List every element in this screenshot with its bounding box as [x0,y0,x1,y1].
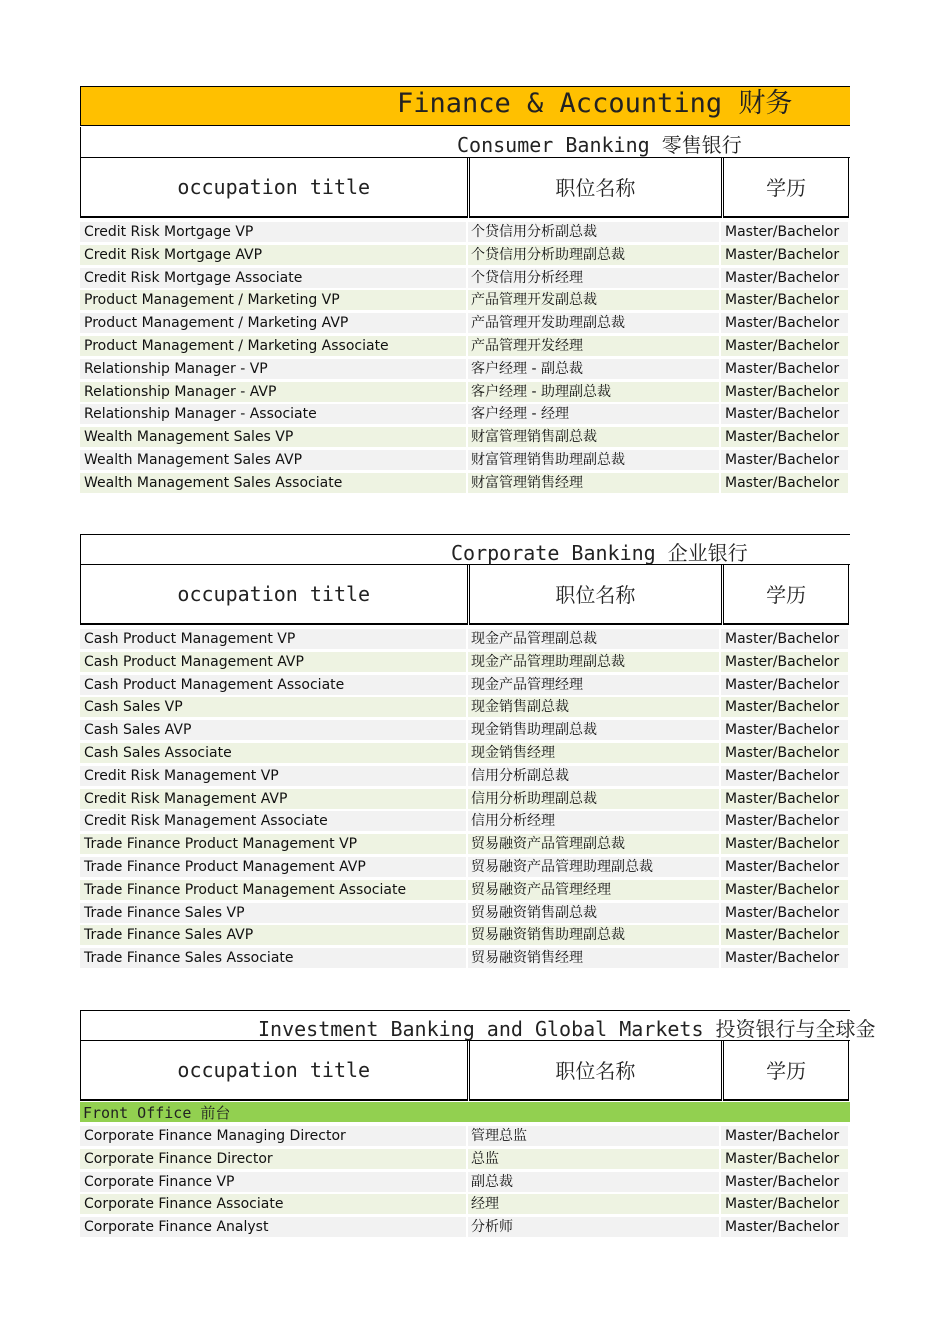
cell-occupation-title: Corporate Finance Director [80,1149,466,1169]
header-chinese-title: 职位名称 [469,157,723,218]
cell-occupation-title: Relationship Manager - AVP [80,382,466,402]
cell-occupation-title: Product Management / Marketing VP [80,290,466,310]
cell-chinese-title: 贸易融资产品管理助理副总裁 [468,857,719,877]
cell-occupation-title: Cash Product Management AVP [80,652,466,672]
table-row [80,1194,850,1216]
cell-chinese-title: 现金产品管理助理副总裁 [468,652,719,672]
cell-chinese-title: 信用分析副总裁 [468,766,719,786]
cell-chinese-title: 现金产品管理经理 [468,675,719,695]
cell-education: Master/Bachelor [721,1126,848,1146]
cell-chinese-title: 现金销售经理 [468,743,719,763]
cell-occupation-title: Credit Risk Mortgage AVP [80,245,466,265]
table-row [80,427,850,449]
cell-occupation-title: Trade Finance Product Management Associate [80,880,466,900]
table-row [80,1217,850,1239]
cell-education: Master/Bachelor [721,1172,848,1192]
cell-education: Master/Bachelor [721,675,848,695]
cell-occupation-title: Trade Finance Product Management VP [80,834,466,854]
section-title-bar [80,1010,876,1041]
cell-occupation-title: Credit Risk Management VP [80,766,466,786]
cell-chinese-title: 贸易融资产品管理经理 [468,880,719,900]
table-row [80,880,850,902]
cell-chinese-title: 现金销售助理副总裁 [468,720,719,740]
section-title: Investment Banking and Global Markets 投资银行与全球金 [258,1017,876,1041]
header-chinese-title: 职位名称 [469,1040,723,1101]
cell-chinese-title: 现金产品管理副总裁 [468,629,719,649]
cell-education: Master/Bachelor [721,1149,848,1169]
cell-occupation-title: Wealth Management Sales VP [80,427,466,447]
header-education: 学历 [723,1040,849,1101]
table-row [80,1172,850,1194]
table-row [80,789,850,811]
cell-education: Master/Bachelor [721,948,848,968]
cell-education: Master/Bachelor [721,222,848,242]
cell-education: Master/Bachelor [721,811,848,831]
cell-education: Master/Bachelor [721,382,848,402]
section-title-bar [80,127,850,158]
header-chinese-title: 职位名称 [469,564,723,625]
cell-occupation-title: Cash Product Management VP [80,629,466,649]
cell-education: Master/Bachelor [721,766,848,786]
cell-education: Master/Bachelor [721,450,848,470]
cell-education: Master/Bachelor [721,359,848,379]
table-row [80,359,850,381]
table-row [80,766,850,788]
cell-chinese-title: 分析师 [468,1217,719,1237]
group-header-bar [80,1102,850,1122]
cell-education: Master/Bachelor [721,789,848,809]
table-row [80,268,850,290]
cell-education: Master/Bachelor [721,473,848,493]
cell-chinese-title: 副总裁 [468,1172,719,1192]
table-row [80,652,850,674]
cell-occupation-title: Trade Finance Sales Associate [80,948,466,968]
table-row [80,290,850,312]
cell-occupation-title: Cash Sales AVP [80,720,466,740]
cell-chinese-title: 产品管理开发副总裁 [468,290,719,310]
cell-chinese-title: 贸易融资产品管理副总裁 [468,834,719,854]
cell-chinese-title: 贸易融资销售经理 [468,948,719,968]
cell-chinese-title: 产品管理开发经理 [468,336,719,356]
table-row [80,629,850,651]
cell-occupation-title: Cash Product Management Associate [80,675,466,695]
cell-chinese-title: 客户经理 - 助理副总裁 [468,382,719,402]
table-row [80,720,850,742]
table-row [80,473,850,495]
table-header [80,564,850,625]
cell-chinese-title: 财富管理销售助理副总裁 [468,450,719,470]
cell-education: Master/Bachelor [721,925,848,945]
cell-education: Master/Bachelor [721,404,848,424]
table-row [80,336,850,358]
table-header [80,157,850,218]
cell-education: Master/Bachelor [721,427,848,447]
cell-education: Master/Bachelor [721,880,848,900]
cell-occupation-title: Credit Risk Management Associate [80,811,466,831]
table-row [80,834,850,856]
cell-education: Master/Bachelor [721,720,848,740]
cell-education: Master/Bachelor [721,1217,848,1237]
cell-education: Master/Bachelor [721,290,848,310]
sheet-title: Finance & Accounting 财务 [397,88,793,119]
table-row [80,222,850,244]
cell-occupation-title: Credit Risk Management AVP [80,789,466,809]
cell-education: Master/Bachelor [721,697,848,717]
cell-occupation-title: Relationship Manager - Associate [80,404,466,424]
cell-occupation-title: Corporate Finance VP [80,1172,466,1192]
table-row [80,1149,850,1171]
header-occupation-title: occupation title [80,564,468,625]
cell-education: Master/Bachelor [721,268,848,288]
table-row [80,245,850,267]
table-row [80,743,850,765]
cell-occupation-title: Corporate Finance Analyst [80,1217,466,1237]
table-row [80,925,850,947]
header-occupation-title: occupation title [80,1040,468,1101]
table-row [80,857,850,879]
cell-chinese-title: 经理 [468,1194,719,1214]
cell-occupation-title: Trade Finance Sales VP [80,903,466,923]
cell-occupation-title: Cash Sales Associate [80,743,466,763]
cell-chinese-title: 信用分析助理副总裁 [468,789,719,809]
group-header: Front Office 前台 [83,1104,231,1122]
cell-education: Master/Bachelor [721,629,848,649]
cell-occupation-title: Wealth Management Sales AVP [80,450,466,470]
header-occupation-title: occupation title [80,157,468,218]
cell-occupation-title: Corporate Finance Managing Director [80,1126,466,1146]
cell-chinese-title: 贸易融资销售助理副总裁 [468,925,719,945]
table-row [80,313,850,335]
cell-chinese-title: 财富管理销售经理 [468,473,719,493]
cell-occupation-title: Wealth Management Sales Associate [80,473,466,493]
cell-occupation-title: Trade Finance Sales AVP [80,925,466,945]
cell-chinese-title: 贸易融资销售副总裁 [468,903,719,923]
cell-education: Master/Bachelor [721,245,848,265]
table-row [80,675,850,697]
table-header [80,1040,850,1101]
header-education: 学历 [723,157,849,218]
cell-chinese-title: 客户经理 - 经理 [468,404,719,424]
cell-chinese-title: 总监 [468,1149,719,1169]
cell-occupation-title: Credit Risk Mortgage VP [80,222,466,242]
section-title: Corporate Banking 企业银行 [451,541,748,565]
cell-occupation-title: Product Management / Marketing AVP [80,313,466,333]
cell-education: Master/Bachelor [721,903,848,923]
cell-occupation-title: Credit Risk Mortgage Associate [80,268,466,288]
sheet-title-bar [80,86,850,126]
cell-chinese-title: 客户经理 - 副总裁 [468,359,719,379]
cell-occupation-title: Relationship Manager - VP [80,359,466,379]
section-title-bar [80,534,850,565]
table-row [80,903,850,925]
table-row [80,948,850,970]
cell-occupation-title: Cash Sales VP [80,697,466,717]
table-row [80,811,850,833]
cell-chinese-title: 产品管理开发助理副总裁 [468,313,719,333]
cell-occupation-title: Trade Finance Product Management AVP [80,857,466,877]
cell-education: Master/Bachelor [721,857,848,877]
cell-chinese-title: 个贷信用分析经理 [468,268,719,288]
cell-occupation-title: Product Management / Marketing Associate [80,336,466,356]
table-row [80,382,850,404]
cell-chinese-title: 信用分析经理 [468,811,719,831]
cell-education: Master/Bachelor [721,1194,848,1214]
cell-occupation-title: Corporate Finance Associate [80,1194,466,1214]
cell-education: Master/Bachelor [721,743,848,763]
cell-chinese-title: 个贷信用分析副总裁 [468,222,719,242]
cell-education: Master/Bachelor [721,313,848,333]
cell-chinese-title: 管理总监 [468,1126,719,1146]
cell-education: Master/Bachelor [721,834,848,854]
cell-education: Master/Bachelor [721,336,848,356]
cell-chinese-title: 财富管理销售副总裁 [468,427,719,447]
table-row [80,1126,850,1148]
header-education: 学历 [723,564,849,625]
table-row [80,404,850,426]
cell-education: Master/Bachelor [721,652,848,672]
cell-chinese-title: 现金销售副总裁 [468,697,719,717]
section-title: Consumer Banking 零售银行 [457,133,742,157]
table-row [80,450,850,472]
table-row [80,697,850,719]
cell-chinese-title: 个贷信用分析助理副总裁 [468,245,719,265]
